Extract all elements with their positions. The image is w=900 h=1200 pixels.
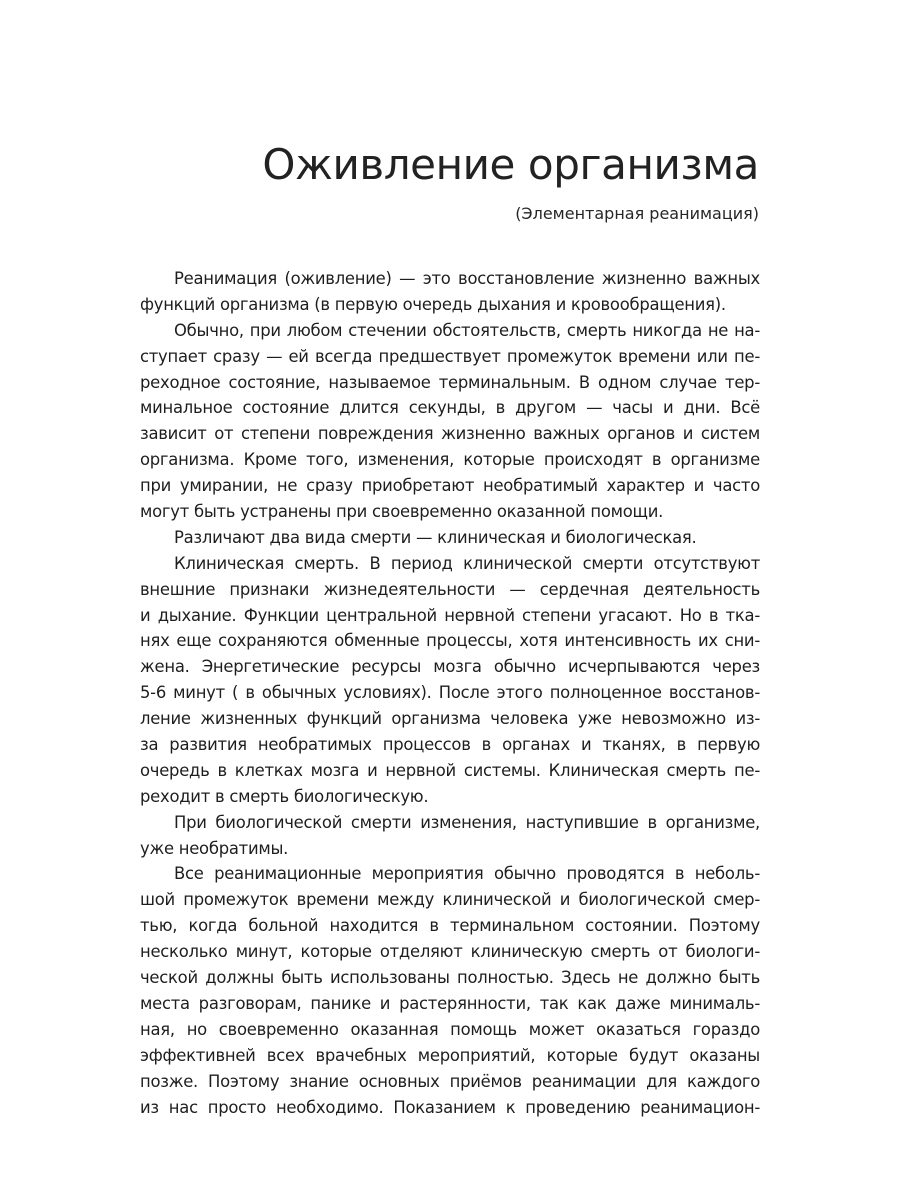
- text-line: места разговорам, панике и растерянности, так как даже минималь-: [140, 993, 760, 1013]
- text-line: очередь в клетках мозга и нервной системы. Клиническая смерть пе-: [140, 760, 760, 780]
- text-line: ление жизненных функций организма человека уже невозможно из-: [140, 709, 760, 729]
- page-title: Оживление организма: [262, 140, 759, 189]
- text-line: Все реанимационные мероприятия обычно проводятся в неболь-: [174, 864, 760, 884]
- text-line: позже. Поэтому знание основных приёмов реанимации для каждого: [140, 1071, 760, 1091]
- text-line: из нас просто необходимо. Показанием к проведению реанимацион-: [140, 1097, 760, 1117]
- text-line: организма. Кроме того, изменения, которые происходят в организме: [140, 450, 760, 470]
- text-line: При биологической смерти изменения, наступившие в организме,: [174, 812, 760, 832]
- text-line: Различают два вида смерти — клиническая и биологическая.: [174, 527, 697, 547]
- body-text: [140, 266, 760, 1120]
- text-line: внешние признаки жизнедеятельности — сердечная деятельность: [140, 579, 760, 599]
- text-line: тью, когда больной находится в терминальном состоянии. Поэтому: [140, 916, 760, 936]
- text-line: эффективней всех врачебных мероприятий, которые будут оказаны: [140, 1045, 760, 1065]
- text-line: ная, но своевременно оказанная помощь может оказаться гораздо: [140, 1019, 760, 1039]
- text-line: жена. Энергетические ресурсы мозга обычно исчерпываются через: [140, 657, 760, 677]
- text-line: уже необратимы.: [140, 838, 289, 858]
- text-line: Клиническая смерть. В период клинической смерти отсутствуют: [174, 553, 760, 573]
- text-line: реходное состояние, называемое терминальным. В одном случае тер-: [140, 372, 760, 392]
- text-line: за развития необратимых процессов в органах и тканях, в первую: [140, 735, 760, 755]
- page-subtitle: (Элементарная реанимация): [515, 204, 759, 223]
- text-line: 5-6 минут ( в обычных условиях). После этого полноценное восстанов-: [140, 683, 760, 703]
- text-line: Реанимация (оживление) — это восстановление жизненно важных: [174, 269, 760, 288]
- text-line: зависит от степени повреждения жизненно важных органов и систем: [140, 424, 760, 444]
- text-line: ческой должны быть использованы полностью. Здесь не должно быть: [140, 968, 760, 988]
- text-line: могут быть устранены при своевременно оказанной помощи.: [140, 502, 664, 522]
- text-line: нях еще сохраняются обменные процессы, хотя интенсивность их сни-: [140, 631, 760, 651]
- text-line: Обычно, при любом стечении обстоятельств, смерть никогда не на-: [174, 320, 760, 340]
- text-line: шой промежуток времени между клинической и биологической смер-: [140, 890, 760, 910]
- text-line: и дыхание. Функции центральной нервной степени угасают. Но в тка-: [140, 605, 760, 625]
- text-line: при умирании, не сразу приобретают необратимый характер и часто: [140, 476, 760, 496]
- text-line: несколько минут, которые отделяют клиническую смерть от биологи-: [140, 942, 760, 962]
- text-line: реходит в смерть биологическую.: [140, 786, 429, 806]
- text-line: ступает сразу — ей всегда предшествует промежуток времени или пе-: [140, 346, 760, 366]
- text-line: функций организма (в первую очередь дыхания и кровообращения).: [140, 294, 726, 314]
- text-line: минальное состояние длится секунды, в другом — часы и дни. Всё: [140, 398, 760, 418]
